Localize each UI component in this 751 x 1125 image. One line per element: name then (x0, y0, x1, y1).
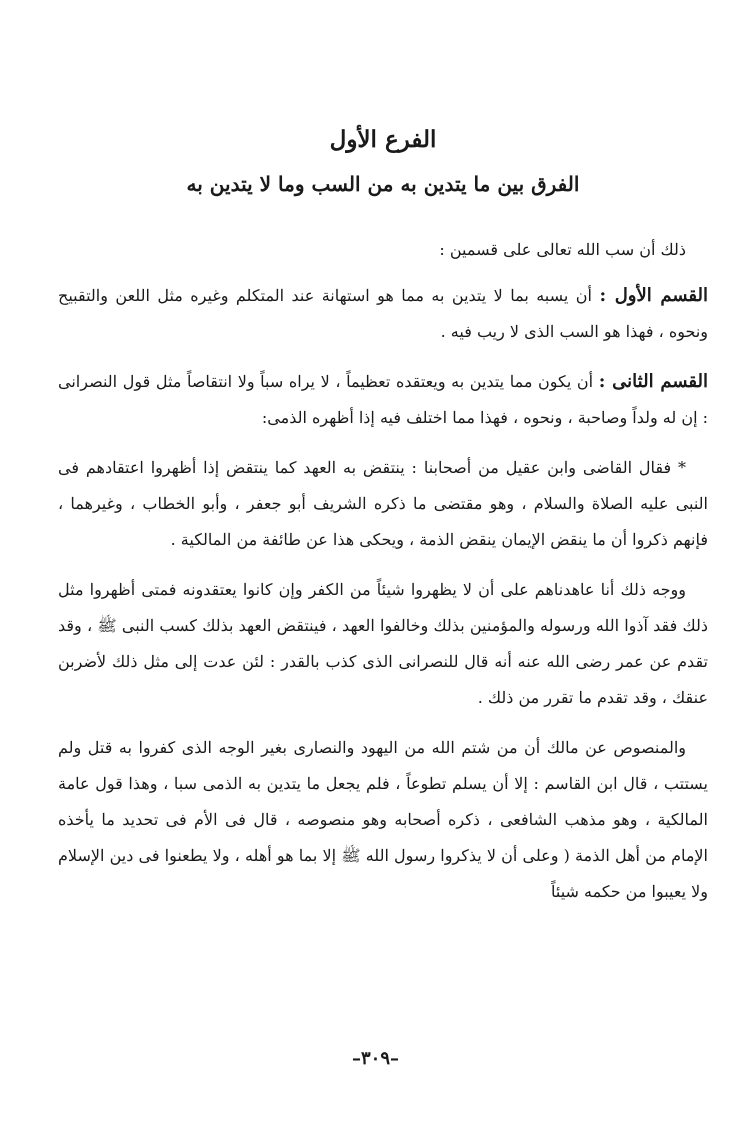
section-second-text: أن يكون مما يتدين به ويعتقده تعظيماً ، لا يراه سباً ولا انتقاصاً مثل قول النصرانى : إن له ولداً وصاحبة ، ونحوه ، فهذا مما اختلف فيه إذا أظهره الذمى: (58, 372, 708, 427)
section-first-term: القسم الأول : (599, 285, 709, 306)
paragraph-reasoning: ووجه ذلك أنا عاهدناهم على أن لا يظهروا شيئاً من الكفر وإن كانوا يعتقدونه فمتى أظهروا مثل ذلك فقد آذوا الله ورسوله والمؤمنين بذلك وخالفوا العهد ، فينتقض العهد بذلك كسب النبى ﷺ ، وقد تقدم عن عمر رضى الله عنه أنه قال للنصرانى الذى كذب بالقدر : لئن عدت إلى مثل ذلك لأضربن عنقك ، وقد تقدم ما تقرر من ذلك . (58, 580, 708, 707)
page-number: –٣٠٩– (351, 1048, 399, 1069)
paragraph-malik: والمنصوص عن مالك أن من شتم الله من اليهود والنصارى بغير الوجه الذى كفروا به قتل ولم يستتب ، قال ابن القاسم : إلا أن يسلم تطوعاً ، فلم يجعل ما يتدين به الذمى سبا ، وهذا قول عامة المالكية ، وهو مذهب الشافعى ، ذكره أصحابه وهو منصوصه ، قال فى الأم فى تحديد ما يأخذه الإمام من أهل الذمة ( وعلى أن لا يذكروا رسول الله ﷺ إلا بما هو أهله ، ولا يطعنوا فى دين الإسلام ولا يعيبوا من حكمه شيئاً (58, 738, 708, 901)
chapter-title: الفرع الأول (329, 126, 437, 153)
intro-paragraph: ذلك أن سب الله تعالى على قسمين : (439, 240, 686, 259)
chapter-subtitle: الفرق بين ما يتدين به من السب وما لا يتدين به (186, 172, 580, 196)
section-first (58, 278, 708, 350)
section-second (58, 364, 708, 436)
paragraph-opinion: * فقال القاضى وابن عقيل من أصحابنا : ينتقض به العهد كما ينتقض إذا أظهروا اعتقادهم فى النبى عليه الصلاة والسلام ، وهو مقتضى ما ذكره الشريف أبو جعفر ، وأبو الخطاب ، وغيرهما ، فإنهم ذكروا أن ما ينقض الإيمان ينقض الذمة ، ويحكى هذا عن طائفة من المالكية . (58, 458, 708, 549)
page-body (58, 118, 708, 924)
section-first-text: أن يسبه بما لا يتدين به مما هو استهانة عند المتكلم وغيره مثل اللعن والتقبيح ونحوه ، فهذا هو السب الذى لا ريب فيه . (58, 286, 708, 341)
section-second-term: القسم الثانى : (598, 371, 708, 392)
